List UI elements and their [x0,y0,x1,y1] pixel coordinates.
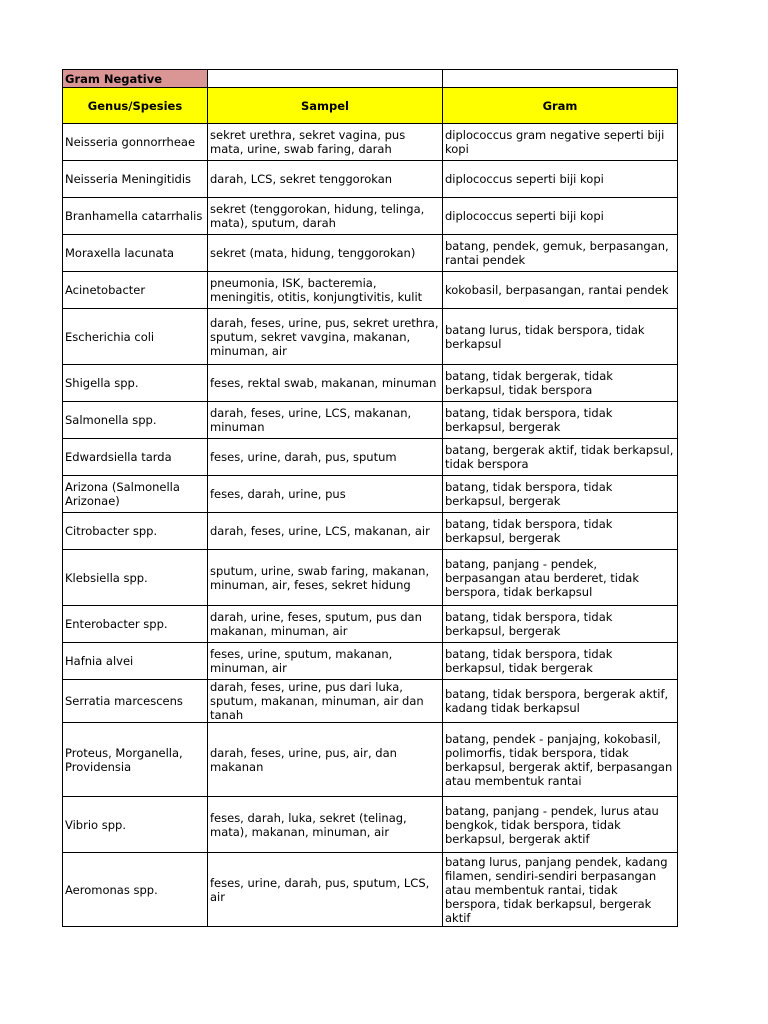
header-gram[interactable]: Gram [443,88,678,124]
table-row [63,439,678,476]
cell-sample[interactable]: feses, urine, darah, pus, sputum, LCS, air [208,853,443,927]
cell-gram[interactable]: batang, pendek, gemuk, berpasangan, rantai pendek [443,235,678,272]
cell-sample[interactable]: feses, darah, urine, pus [208,476,443,513]
cell-sample[interactable]: feses, urine, darah, pus, sputum [208,439,443,476]
cell-sample[interactable]: sputum, urine, swab faring, makanan, minuman, air, feses, sekret hidung [208,550,443,606]
cell-genus[interactable]: Branhamella catarrhalis [63,198,208,235]
cell-genus[interactable]: Acinetobacter [63,272,208,309]
table-row [63,853,678,927]
table-row [63,643,678,680]
cell-gram[interactable]: batang, bergerak aktif, tidak berkapsul, tidak berspora [443,439,678,476]
cell-gram[interactable]: batang, tidak berspora, tidak berkapsul, bergerak [443,606,678,643]
table-row [63,723,678,797]
cell-sample[interactable]: feses, rektal swab, makanan, minuman [208,365,443,402]
cell-genus[interactable]: Arizona (Salmonella Arizonae) [63,476,208,513]
cell-genus[interactable]: Edwardsiella tarda [63,439,208,476]
cell-gram[interactable]: diplococcus gram negative seperti biji kopi [443,124,678,161]
cell-gram[interactable]: batang, tidak berspora, bergerak aktif, kadang tidak berkapsul [443,680,678,723]
cell-genus[interactable]: Salmonella spp. [63,402,208,439]
cell-gram[interactable]: diplococcus seperti biji kopi [443,161,678,198]
cell-gram[interactable]: batang lurus, panjang pendek, kadang filamen, sendiri-sendiri berpasangan atau membentuk rantai, tidak berspora, tidak berkapsul, bergerak aktif [443,853,678,927]
table-row [63,797,678,853]
title-row [63,70,678,88]
cell-gram[interactable]: batang, tidak berspora, tidak berkapsul, tidak bergerak [443,643,678,680]
cell-genus[interactable]: Hafnia alvei [63,643,208,680]
cell-sample[interactable]: pneumonia, ISK, bacteremia, meningitis, otitis, konjungtivitis, kulit [208,272,443,309]
table-row [63,513,678,550]
cell-sample[interactable]: feses, darah, luka, sekret (telinag, mata), makanan, minuman, air [208,797,443,853]
cell-genus[interactable]: Serratia marcescens [63,680,208,723]
cell-sample[interactable]: sekret urethra, sekret vagina, pus mata, urine, swab faring, darah [208,124,443,161]
cell-sample[interactable]: sekret (mata, hidung, tenggorokan) [208,235,443,272]
cell-genus[interactable]: Neisseria gonnorrheae [63,124,208,161]
table-row [63,272,678,309]
table-row [63,365,678,402]
cell-genus[interactable]: Shigella spp. [63,365,208,402]
cell-sample[interactable]: darah, urine, feses, sputum, pus dan makanan, minuman, air [208,606,443,643]
cell-gram[interactable]: batang, tidak berspora, tidak berkapsul, bergerak [443,513,678,550]
cell-gram[interactable]: batang lurus, tidak berspora, tidak berkapsul [443,309,678,365]
cell-genus[interactable]: Escherichia coli [63,309,208,365]
header-genus[interactable]: Genus/Spesies [63,88,208,124]
table-row [63,402,678,439]
sheet-title-cell[interactable]: Gram Negative [63,70,208,88]
empty-cell[interactable] [208,70,443,88]
cell-genus[interactable]: Klebsiella spp. [63,550,208,606]
table-body [63,70,678,927]
cell-gram[interactable]: batang, panjang - pendek, lurus atau bengkok, tidak berspora, tidak berkapsul, bergerak aktif [443,797,678,853]
table-row [63,309,678,365]
table-row [63,235,678,272]
cell-sample[interactable]: darah, feses, urine, LCS, makanan, air [208,513,443,550]
cell-genus[interactable]: Neisseria Meningitidis [63,161,208,198]
cell-sample[interactable]: darah, feses, urine, LCS, makanan, minuman [208,402,443,439]
table-row [63,550,678,606]
cell-genus[interactable]: Enterobacter spp. [63,606,208,643]
cell-gram[interactable]: batang, tidak berspora, tidak berkapsul, bergerak [443,476,678,513]
table-row [63,606,678,643]
header-sample[interactable]: Sampel [208,88,443,124]
table-row [63,198,678,235]
cell-gram[interactable]: batang, panjang - pendek, berpasangan atau berderet, tidak berspora, tidak berkapsul [443,550,678,606]
cell-sample[interactable]: darah, LCS, sekret tenggorokan [208,161,443,198]
cell-sample[interactable]: sekret (tenggorokan, hidung, telinga, mata), sputum, darah [208,198,443,235]
cell-gram[interactable]: kokobasil, berpasangan, rantai pendek [443,272,678,309]
cell-gram[interactable]: batang, tidak berspora, tidak berkapsul, bergerak [443,402,678,439]
cell-genus[interactable]: Moraxella lacunata [63,235,208,272]
cell-gram[interactable]: diplococcus seperti biji kopi [443,198,678,235]
gram-negative-table [62,69,678,927]
cell-genus[interactable]: Citrobacter spp. [63,513,208,550]
cell-gram[interactable]: batang, pendek - panjajng, kokobasil, polimorfis, tidak berspora, tidak berkapsul, bergerak aktif, berpasangan atau membentuk rantai [443,723,678,797]
table-row [63,680,678,723]
cell-sample[interactable]: feses, urine, sputum, makanan, minuman, air [208,643,443,680]
header-row [63,88,678,124]
empty-cell[interactable] [443,70,678,88]
cell-genus[interactable]: Vibrio spp. [63,797,208,853]
cell-sample[interactable]: darah, feses, urine, pus dari luka, sputum, makanan, minuman, air dan tanah [208,680,443,723]
cell-genus[interactable]: Aeromonas spp. [63,853,208,927]
table-row [63,124,678,161]
table-row [63,476,678,513]
cell-gram[interactable]: batang, tidak bergerak, tidak berkapsul, tidak berspora [443,365,678,402]
cell-genus[interactable]: Proteus, Morganella, Providensia [63,723,208,797]
table-row [63,161,678,198]
cell-sample[interactable]: darah, feses, urine, pus, sekret urethra, sputum, sekret vavgina, makanan, minuman, air [208,309,443,365]
cell-sample[interactable]: darah, feses, urine, pus, air, dan makanan [208,723,443,797]
